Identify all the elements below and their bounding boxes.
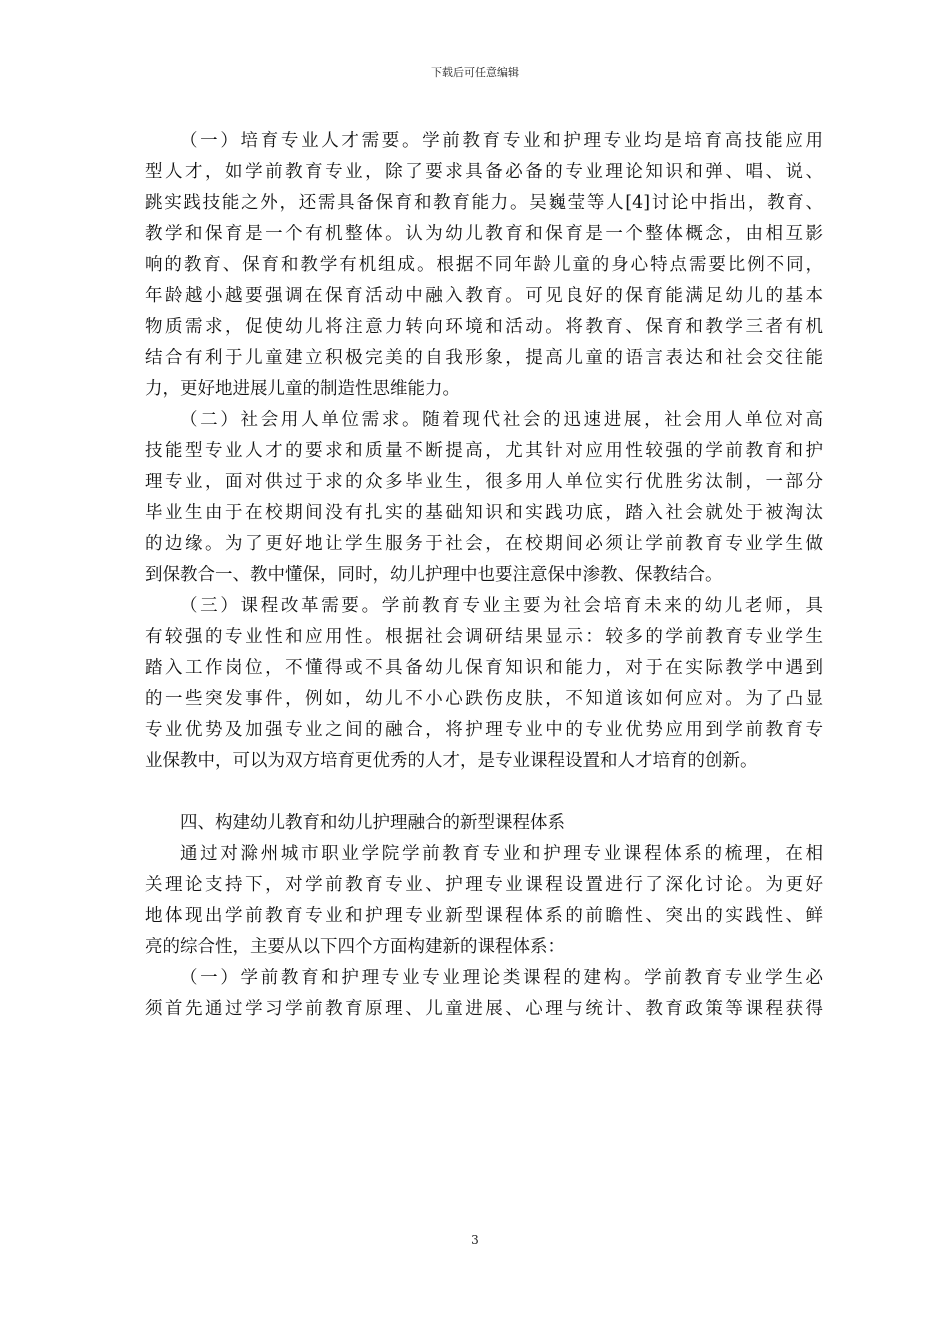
text-line: 的边缘。为了更好地让学生服务于社会，在校期间必须让学前教育专业学生做 [145,534,823,554]
text-line: 响的教育、保育和教学有机组成。根据不同年龄儿童的身心特点需要比例不同， [145,255,823,275]
text-line: （二）社会用人单位需求。随着现代社会的迅速进展，社会用人单位对高 [180,410,823,430]
text-line: 有较强的专业性和应用性。根据社会调研结果显示：较多的学前教育专业学生 [145,627,823,647]
text-line: （三）课程改革需要。学前教育专业主要为社会培育未来的幼儿老师，具 [180,596,823,616]
text-line: （一）培育专业人才需要。学前教育专业和护理专业均是培育高技能应用 [180,131,823,151]
text-line: 亮的综合性，主要从以下四个方面构建新的课程体系： [145,937,565,957]
text-line: 关理论支持下，对学前教育专业、护理专业课程设置进行了深化讨论。为更好 [145,875,823,895]
text-line: 专业优势及加强专业之间的融合，将护理专业中的专业优势应用到学前教育专 [145,720,823,740]
text-line: 业保教中，可以为双方培育更优秀的人才，是专业课程设置和人才培育的创新。 [145,751,758,771]
text-line: 结合有利于儿童建立积极完美的自我形象，提高儿童的语言表达和社会交往能 [145,348,823,368]
page-header: 下载后可任意编辑 [431,66,519,79]
paragraph-curriculum-reform [145,591,823,777]
text-line: 须首先通过学习学前教育原理、儿童进展、心理与统计、教育政策等课程获得 [145,999,823,1019]
text-line: 力，更好地进展儿童的制造性思维能力。 [145,379,460,399]
paragraph-theory-courses [145,963,823,1025]
text-line: 理专业，面对供过于求的众多毕业生，很多用人单位实行优胜劣汰制，一部分 [145,472,823,492]
section-heading-text: 四、构建幼儿教育和幼儿护理融合的新型课程体系 [180,813,565,833]
text-line: 毕业生由于在校期间没有扎实的基础知识和实践功底，踏入社会就处于被淘汰 [145,503,823,523]
text-line: 物质需求，促使幼儿将注意力转向环境和活动。将教育、保育和教学三者有机 [145,317,823,337]
paragraph-curriculum-overview [145,839,823,963]
blank-line [145,777,823,808]
text-line: 踏入工作岗位，不懂得或不具备幼儿保育知识和能力，对于在实际教学中遇到 [145,658,823,678]
text-line: 到保教合一、教中懂保，同时，幼儿护理中也要注意保中渗教、保教结合。 [145,565,723,585]
paragraph-cultivate-talent [145,126,823,405]
text-line: 地体现出学前教育专业和护理专业新型课程体系的前瞻性、突出的实践性、鲜 [145,906,823,926]
text-line: 教学和保育是一个有机整体。认为幼儿教育和保育是一个整体概念，由相互影 [145,224,823,244]
text-line: 年龄越小越要强调在保育活动中融入教育。可见良好的保育能满足幼儿的基本 [145,286,823,306]
text-line: 的一些突发事件，例如，幼儿不小心跌伤皮肤，不知道该如何应对。为了凸显 [145,689,823,709]
text-line: 通过对滁州城市职业学院学前教育专业和护理专业课程体系的梳理，在相 [180,844,823,864]
page-number: 3 [471,1233,479,1247]
text-line: 跳实践技能之外，还需具备保育和教育能力。吴巍莹等人[4]讨论中指出，教育、 [145,193,823,213]
section-heading [145,808,823,839]
document-body [145,126,823,1025]
text-line: （一）学前教育和护理专业专业理论类课程的建构。学前教育专业学生必 [180,968,823,988]
text-line: 技能型专业人才的要求和质量不断提高，尤其针对应用性较强的学前教育和护 [145,441,823,461]
text-line: 型人才，如学前教育专业，除了要求具备必备的专业理论知识和弹、唱、说、 [145,162,823,182]
paragraph-employer-demand [145,405,823,591]
